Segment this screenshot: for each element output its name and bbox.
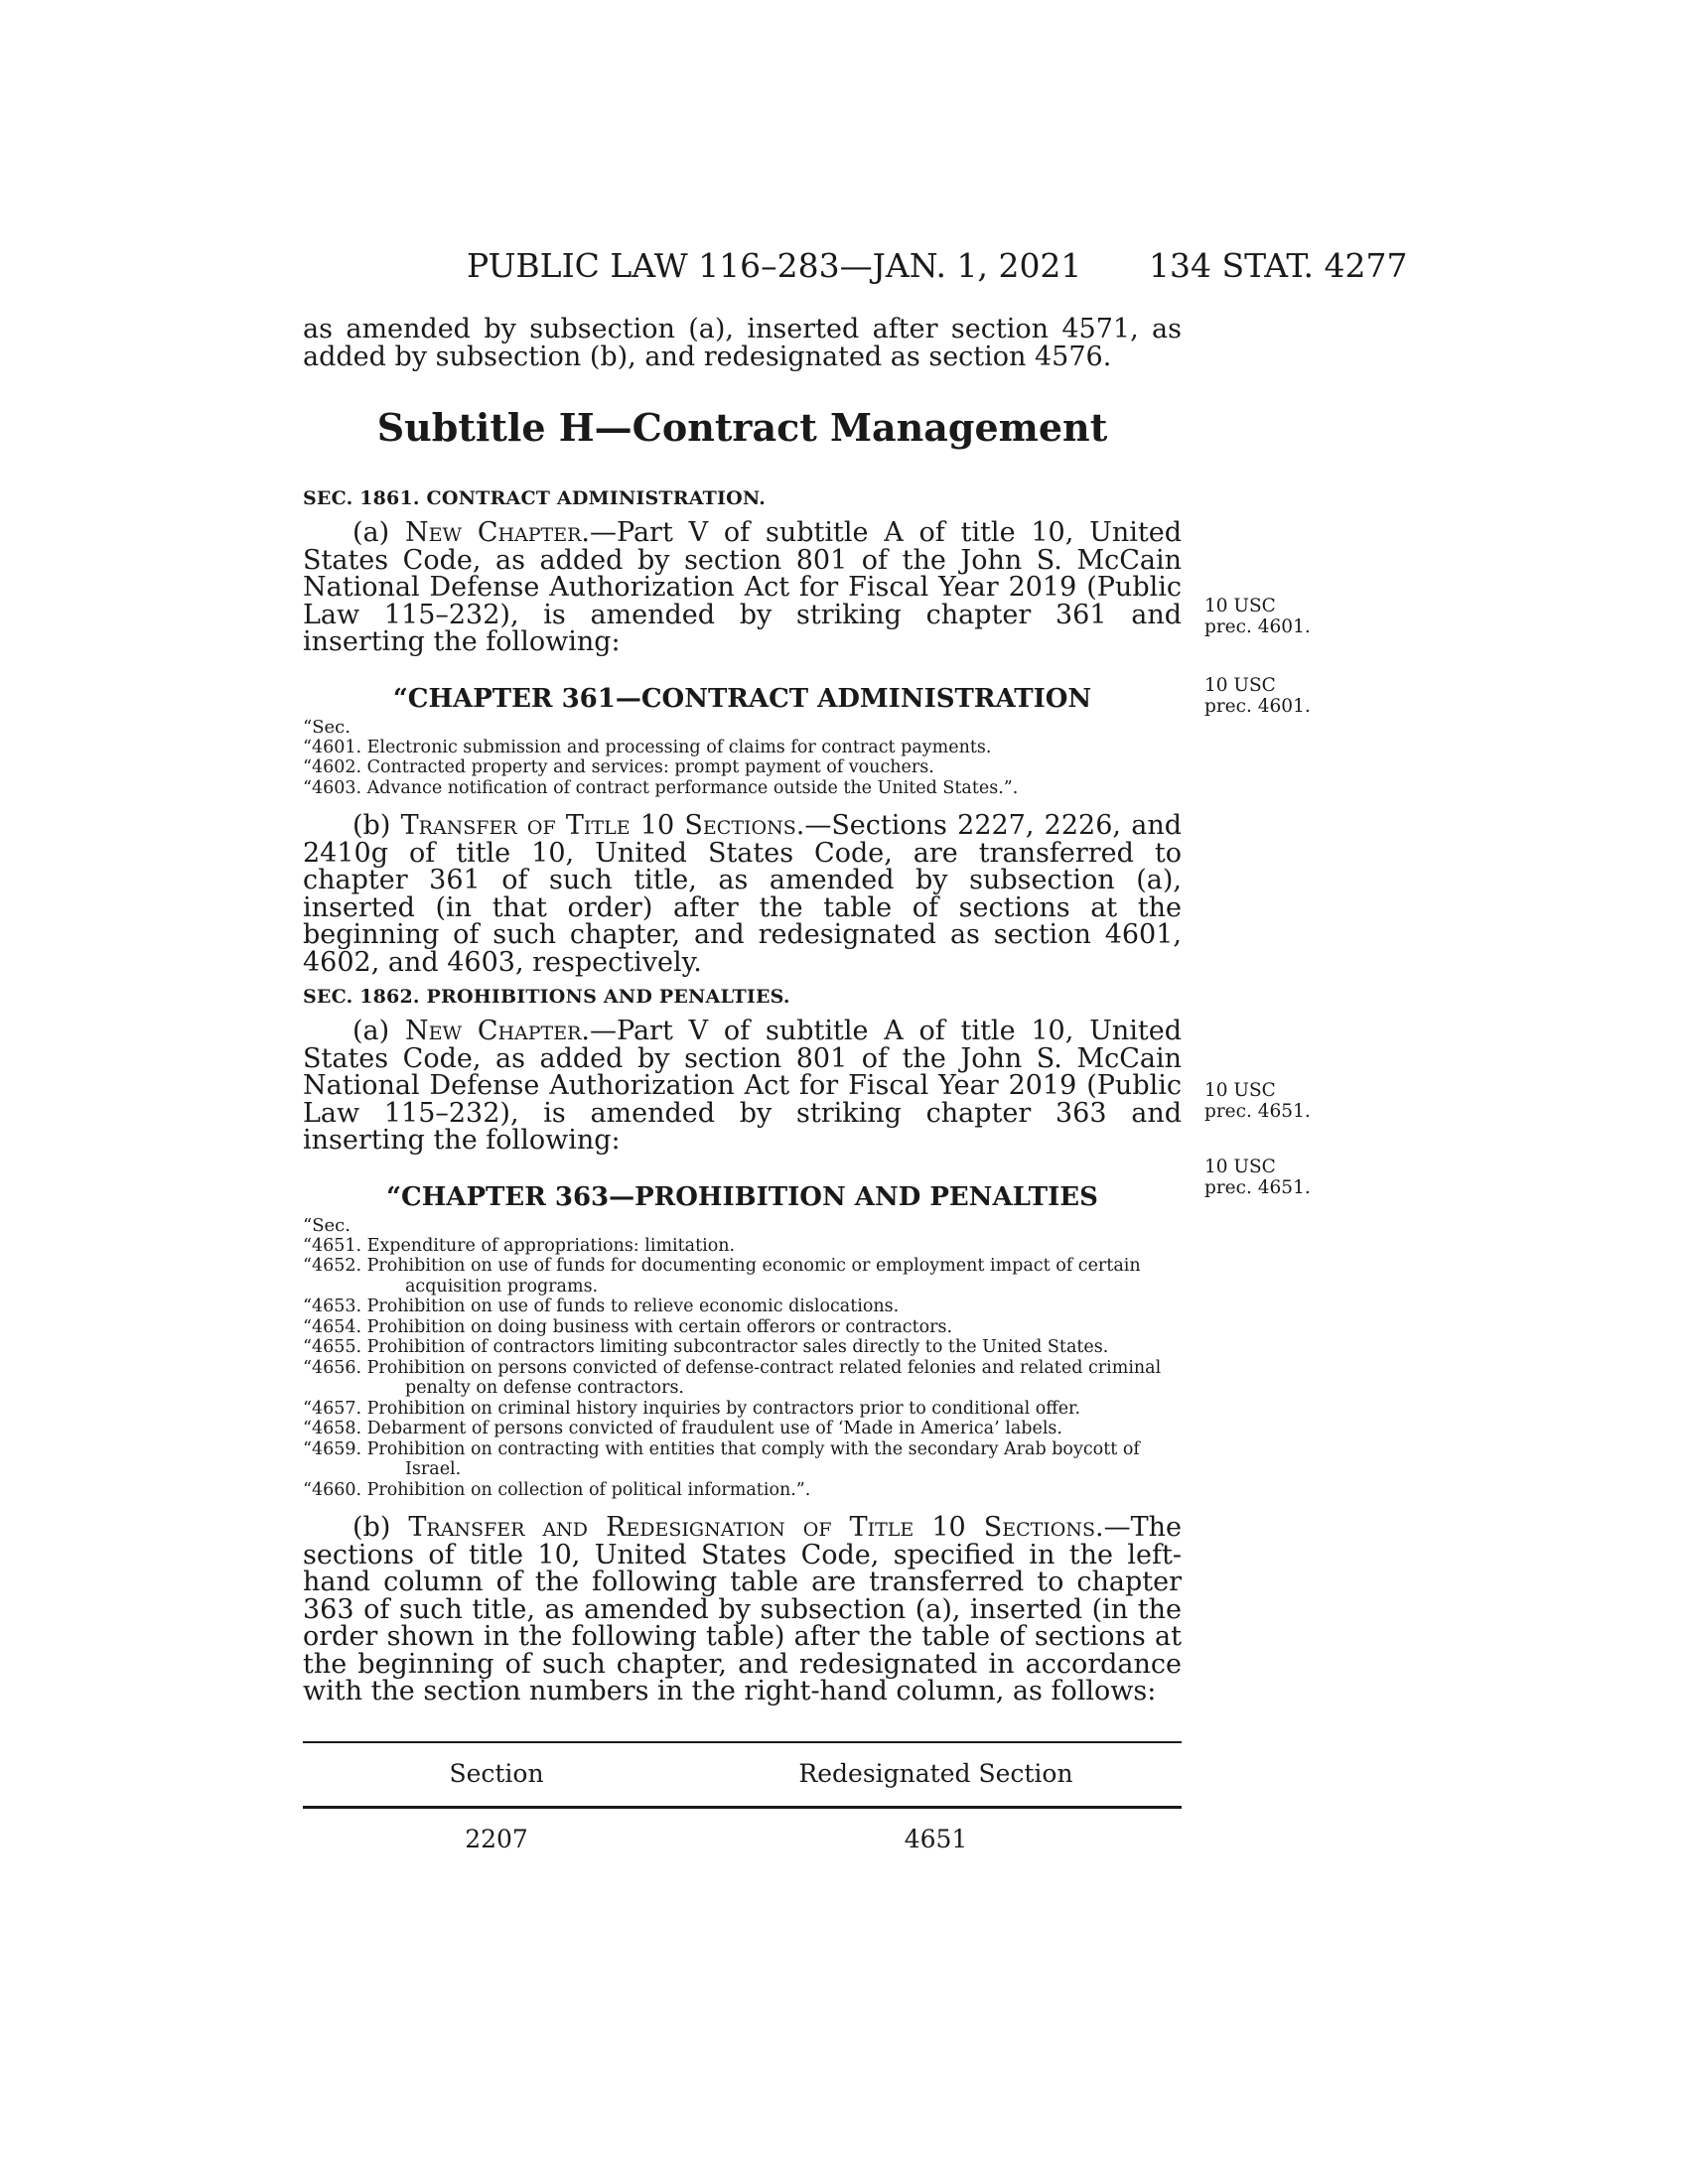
toc-item: “4651. Expenditure of appropriations: limitation. xyxy=(303,1235,736,1256)
margin-note-line: 10 USC xyxy=(1204,596,1276,616)
toc-item: “4603. Advance notification of contract performance outside the United States.”. xyxy=(303,777,1019,798)
table-header-row xyxy=(303,1742,1182,1808)
margin-note-line: 10 USC xyxy=(1204,1157,1276,1177)
chapter-363-title: “CHAPTER 363—PROHIBITION AND PENALTIES xyxy=(386,1181,1098,1212)
table-cell: 2207 xyxy=(465,1824,528,1853)
page-number: 134 STAT. 4277 xyxy=(1149,246,1408,285)
section-1862-b-paragraph xyxy=(303,1514,1182,1706)
subtitle-heading: Subtitle H—Contract Management xyxy=(376,405,1108,450)
toc-item: “4652. Prohibition on use of funds for documenting economic or employment impact of certain acquisition programs. xyxy=(303,1256,1141,1297)
toc-sec-label: “Sec. xyxy=(303,716,351,738)
column-header: Redesignated Section xyxy=(690,1742,1182,1808)
toc-item: “4656. Prohibition on persons convicted of defense-contract related felonies and related criminal penalty on defense contractors. xyxy=(303,1357,1162,1398)
toc-item: “4660. Prohibition on collection of political information.”. xyxy=(303,1479,811,1500)
margin-note-line: prec. 4651. xyxy=(1204,1101,1311,1122)
toc-item: “4655. Prohibition of contractors limiting subcontractor sales directly to the United States. xyxy=(303,1337,1109,1357)
chapter-363-toc xyxy=(303,1236,1182,1501)
subsection-title: Transfer of Title 10 Sections. xyxy=(400,810,805,841)
margin-note-line: prec. 4601. xyxy=(1204,616,1311,637)
toc-item: “4654. Prohibition on doing business with certain offerors or contractors. xyxy=(303,1316,953,1337)
redesignation-table xyxy=(303,1741,1182,1869)
section-1861-b-paragraph xyxy=(303,812,1182,976)
margin-note-line: 10 USC xyxy=(1204,1080,1276,1101)
toc-item: “4659. Prohibition on contracting with entities that comply with the secondary Arab boycott of Israel. xyxy=(303,1438,1140,1479)
margin-note xyxy=(1204,675,1311,717)
margin-note xyxy=(1204,596,1311,637)
margin-note-line: 10 USC xyxy=(1204,675,1276,696)
para-text: —The sections of title 10, United States Code, specified in the left-hand column of the following table are transferred to chapter 363 of such title, as amended by subsection (a), inserted (in the order shown in the following table) after the table of sections at the beginning of such chapter, and redesignated in accordance with the section numbers in the right-hand column, as follows: xyxy=(303,1512,1182,1706)
subsection-title: New Chapter. xyxy=(404,517,590,548)
toc-item: “4653. Prohibition on use of funds to relieve economic dislocations. xyxy=(303,1297,900,1316)
table-cell: 4651 xyxy=(904,1824,968,1853)
para-label: (b) xyxy=(352,810,401,841)
para-label: (a) xyxy=(352,1016,405,1046)
toc-item: “4657. Prohibition on criminal history inquiries by contractors prior to conditional offer. xyxy=(303,1398,1081,1419)
section-1862-a-paragraph xyxy=(303,1018,1182,1155)
para-label: (b) xyxy=(352,1512,409,1543)
subsection-title: New Chapter. xyxy=(404,1016,590,1046)
running-header: PUBLIC LAW 116–283—JAN. 1, 2021 xyxy=(467,246,1082,285)
margin-note xyxy=(1204,1080,1311,1122)
para-text: —Part V of subtitle A of title 10, United States Code, as added by section 801 of the John S. McCain National Defense Authorization Act for Fiscal Year 2019 (Public Law 115–232), is amended by striking chapter 363 and inserting the following: xyxy=(303,1016,1182,1156)
section-1862-heading: SEC. 1862. PROHIBITIONS AND PENALTIES. xyxy=(303,986,790,1008)
para-label: (a) xyxy=(352,517,405,548)
para-text: —Part V of subtitle A of title 10, United States Code, as added by section 801 of the John S. McCain National Defense Authorization Act for Fiscal Year 2019 (Public Law 115–232), is amended by striking chapter 361 and inserting the following: xyxy=(303,517,1182,657)
margin-note xyxy=(1204,1157,1311,1198)
toc-sec-label: “Sec. xyxy=(303,1214,351,1236)
toc-item: “4601. Electronic submission and processing of claims for contract payments. xyxy=(303,737,992,757)
column-header: Section xyxy=(303,1742,690,1808)
toc-item: “4658. Debarment of persons convicted of fraudulent use of ‘Made in America’ labels. xyxy=(303,1419,1062,1438)
section-1861-heading: SEC. 1861. CONTRACT ADMINISTRATION. xyxy=(303,487,767,509)
chapter-361-title: “CHAPTER 361—CONTRACT ADMINISTRATION xyxy=(392,683,1092,714)
margin-note-line: prec. 4601. xyxy=(1204,696,1311,717)
chapter-361-toc xyxy=(303,738,1182,799)
table-row xyxy=(303,1807,1182,1869)
toc-item: “4602. Contracted property and services: prompt payment of vouchers. xyxy=(303,757,934,777)
document-body xyxy=(303,316,1182,1869)
subsection-title: Transfer and Redesignation of Title 10 Sections. xyxy=(408,1512,1104,1543)
section-1861-a-paragraph xyxy=(303,519,1182,656)
para-text: —Sections 2227, 2226, and 2410g of title 10, United States Code, are transferred to chapter 361 of such title, as amended by subsection (a), inserted (in that order) after the table of sections at the beginning of such chapter, and redesignated as section 4601, 4602, and 4603, respectively. xyxy=(303,810,1182,978)
intro-paragraph: as amended by subsection (a), inserted after section 4571, as added by subsection (b), and redesignated as section 4576. xyxy=(303,314,1182,372)
margin-note-line: prec. 4651. xyxy=(1204,1177,1311,1198)
